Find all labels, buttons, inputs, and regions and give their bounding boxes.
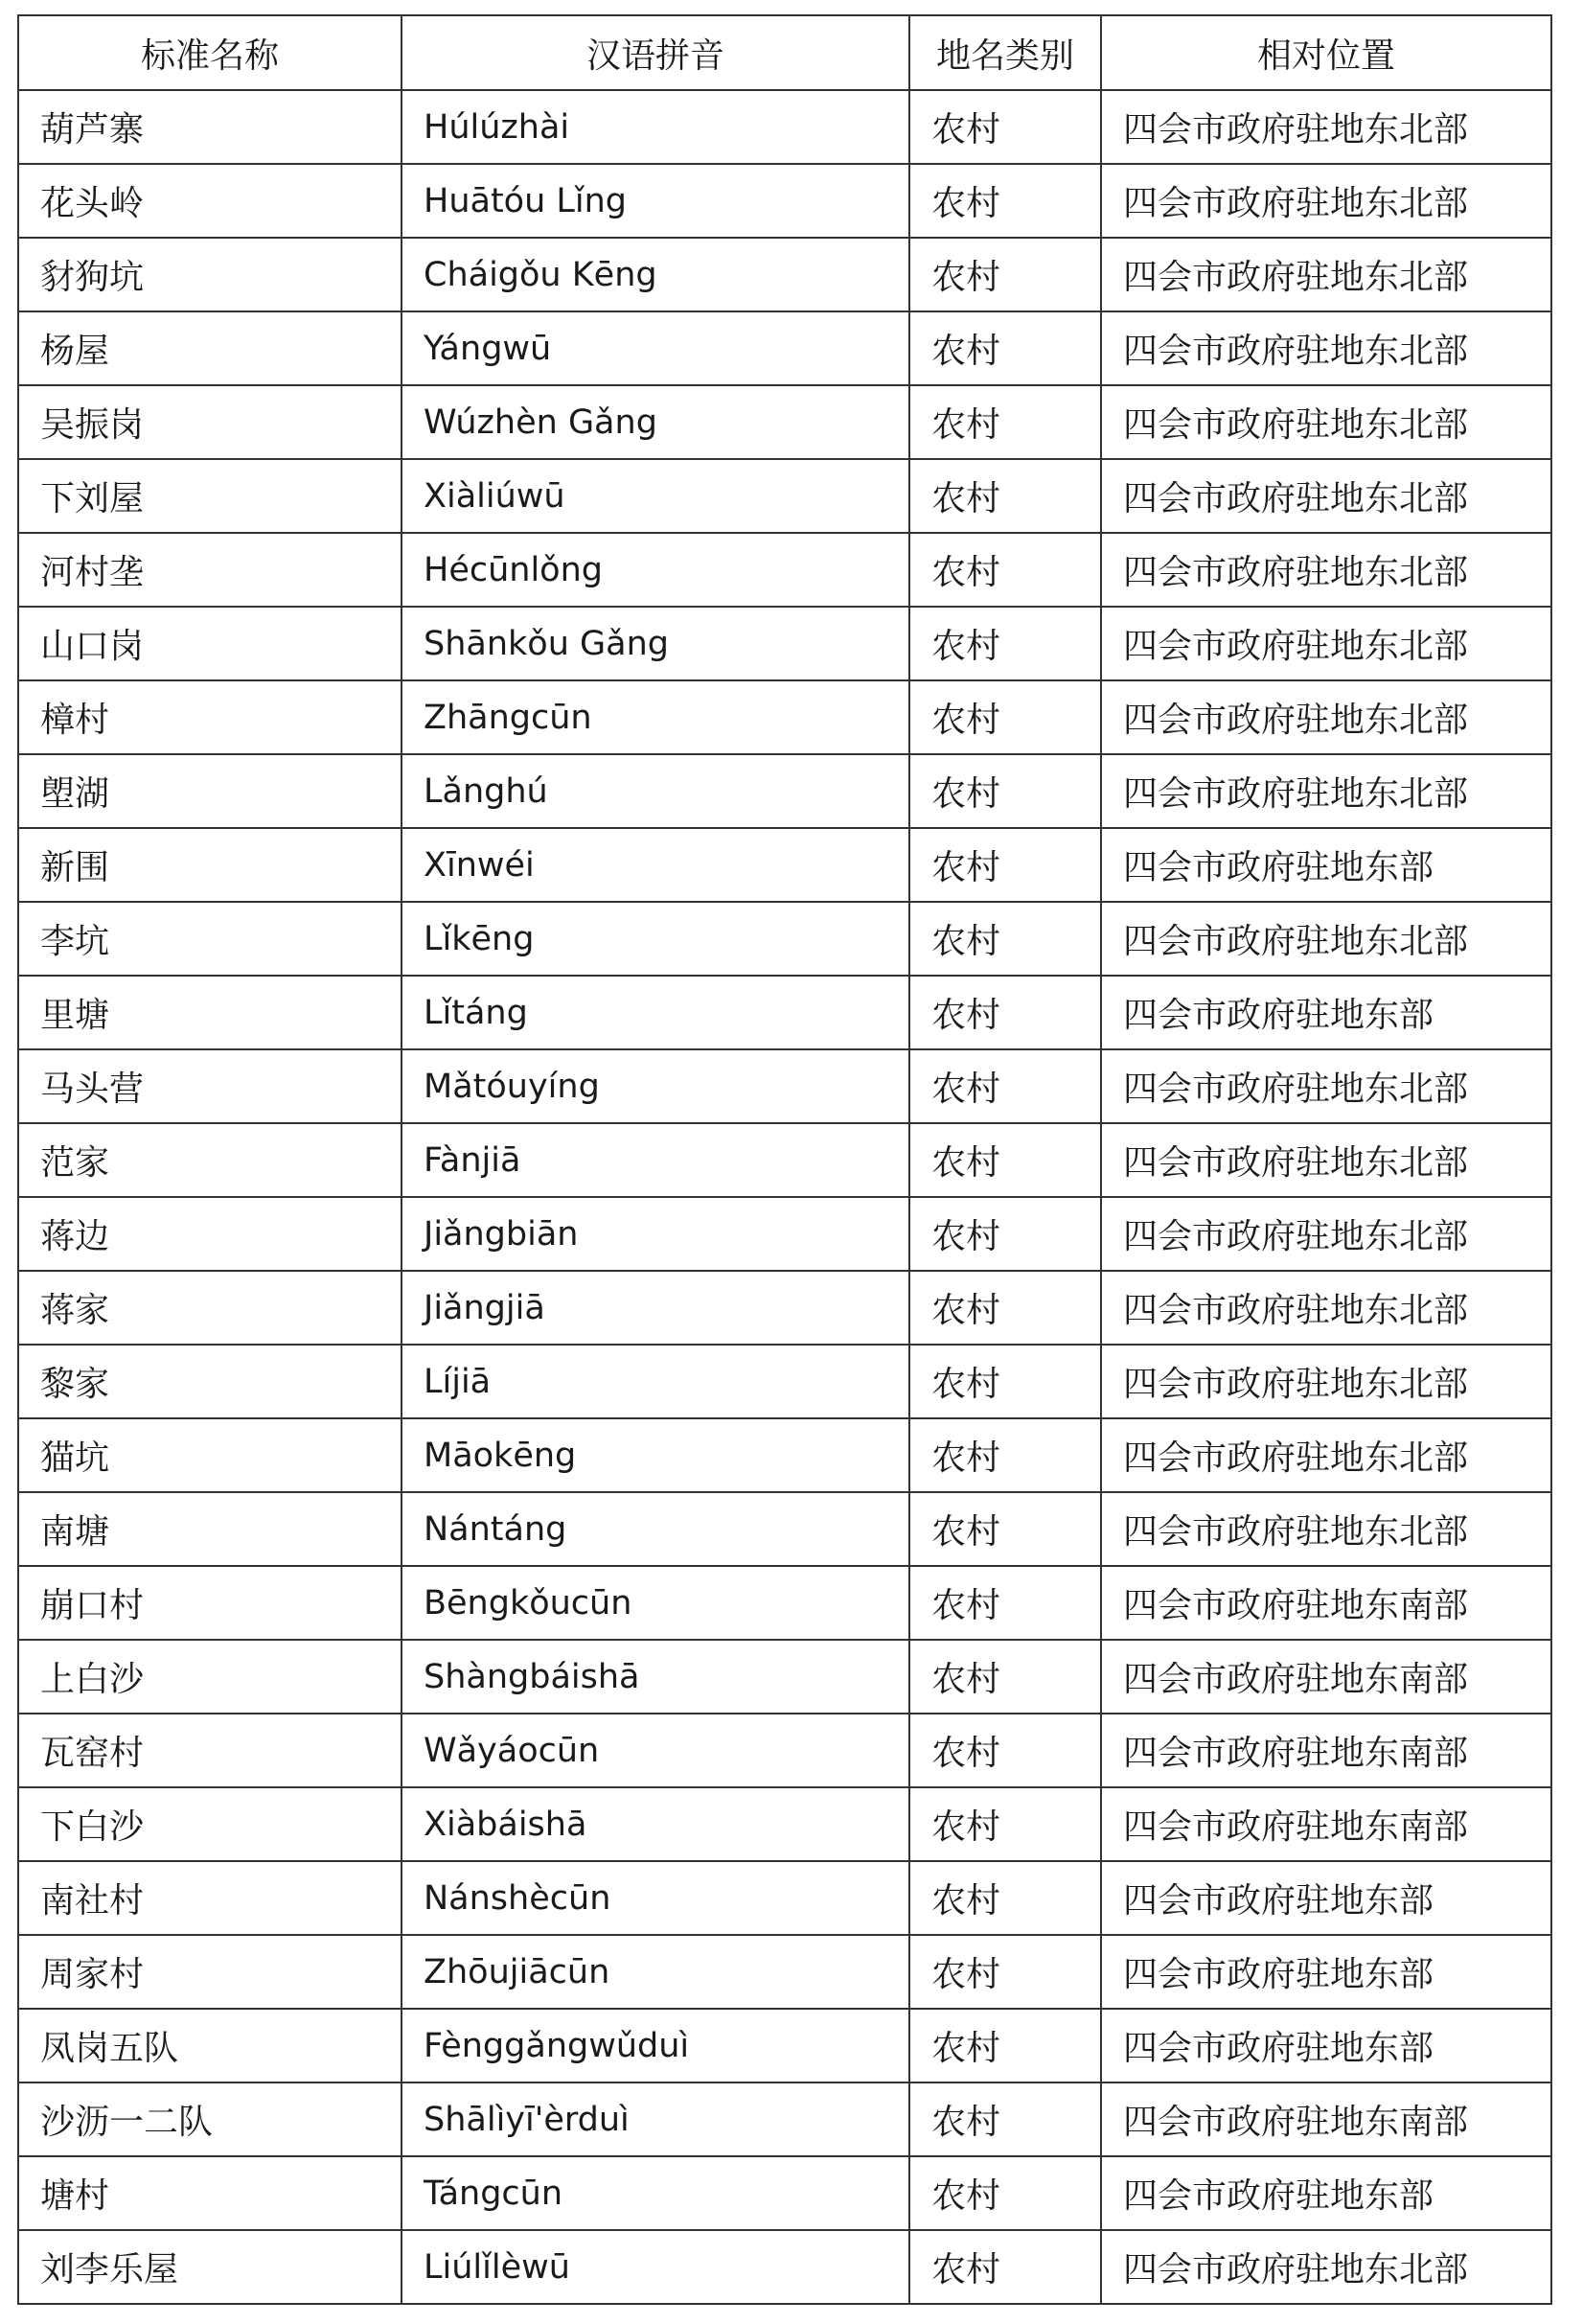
table-row [18, 533, 1551, 607]
cell-standard-name: 黎家 [18, 1345, 401, 1418]
cell-category: 农村 [909, 1271, 1101, 1345]
cell-standard-name: 凤岗五队 [18, 2009, 401, 2082]
cell-relative-location: 四会市政府驻地东南部 [1101, 1714, 1551, 1787]
table-row [18, 680, 1551, 754]
cell-pinyin: Māokēng [401, 1418, 909, 1492]
cell-relative-location: 四会市政府驻地东北部 [1101, 1345, 1551, 1418]
cell-category: 农村 [909, 1492, 1101, 1566]
header-pinyin: 汉语拼音 [401, 15, 909, 90]
cell-category: 农村 [909, 976, 1101, 1049]
cell-standard-name: 吴振岗 [18, 385, 401, 459]
table-row [18, 1787, 1551, 1861]
cell-standard-name: 瓦窑村 [18, 1714, 401, 1787]
table-body [18, 90, 1551, 2304]
cell-category: 农村 [909, 1714, 1101, 1787]
cell-category: 农村 [909, 1787, 1101, 1861]
cell-category: 农村 [909, 828, 1101, 902]
cell-pinyin: Líjiā [401, 1345, 909, 1418]
cell-relative-location: 四会市政府驻地东北部 [1101, 90, 1551, 164]
cell-relative-location: 四会市政府驻地东南部 [1101, 1566, 1551, 1640]
cell-pinyin: Zhōujiācūn [401, 1935, 909, 2009]
cell-pinyin: Lǐtáng [401, 976, 909, 1049]
header-relative-location: 相对位置 [1101, 15, 1551, 90]
cell-standard-name: 葫芦寨 [18, 90, 401, 164]
table-row [18, 2230, 1551, 2304]
table-row [18, 164, 1551, 238]
table-row [18, 2156, 1551, 2230]
cell-category: 农村 [909, 1935, 1101, 2009]
cell-relative-location: 四会市政府驻地东部 [1101, 828, 1551, 902]
cell-standard-name: 崩口村 [18, 1566, 401, 1640]
table-row [18, 311, 1551, 385]
cell-relative-location: 四会市政府驻地东部 [1101, 2009, 1551, 2082]
cell-relative-location: 四会市政府驻地东部 [1101, 2156, 1551, 2230]
cell-standard-name: 山口岗 [18, 607, 401, 680]
cell-relative-location: 四会市政府驻地东北部 [1101, 1271, 1551, 1345]
cell-relative-location: 四会市政府驻地东部 [1101, 976, 1551, 1049]
cell-category: 农村 [909, 238, 1101, 311]
cell-relative-location: 四会市政府驻地东南部 [1101, 1640, 1551, 1714]
cell-pinyin: Nántáng [401, 1492, 909, 1566]
cell-pinyin: Hécūnlǒng [401, 533, 909, 607]
cell-category: 农村 [909, 902, 1101, 976]
cell-pinyin: Xiàliúwū [401, 459, 909, 533]
cell-pinyin: Shàngbáishā [401, 1640, 909, 1714]
table-row [18, 1271, 1551, 1345]
cell-pinyin: Yángwū [401, 311, 909, 385]
table-row [18, 90, 1551, 164]
cell-relative-location: 四会市政府驻地东北部 [1101, 2230, 1551, 2304]
cell-standard-name: 河村垄 [18, 533, 401, 607]
cell-relative-location: 四会市政府驻地东部 [1101, 1935, 1551, 2009]
cell-category: 农村 [909, 1123, 1101, 1197]
cell-pinyin: Lǐkēng [401, 902, 909, 976]
cell-category: 农村 [909, 1049, 1101, 1123]
table-row [18, 1418, 1551, 1492]
cell-pinyin: Fànjiā [401, 1123, 909, 1197]
cell-relative-location: 四会市政府驻地东北部 [1101, 1197, 1551, 1271]
table-row [18, 754, 1551, 828]
cell-relative-location: 四会市政府驻地东北部 [1101, 1123, 1551, 1197]
cell-standard-name: 范家 [18, 1123, 401, 1197]
cell-pinyin: Shālìyī'èrduì [401, 2082, 909, 2156]
table-row [18, 902, 1551, 976]
cell-standard-name: 杨屋 [18, 311, 401, 385]
cell-category: 农村 [909, 164, 1101, 238]
cell-standard-name: 南塘 [18, 1492, 401, 1566]
cell-pinyin: Huātóu Lǐng [401, 164, 909, 238]
cell-category: 农村 [909, 1861, 1101, 1935]
cell-standard-name: 刘李乐屋 [18, 2230, 401, 2304]
cell-standard-name: 塘村 [18, 2156, 401, 2230]
cell-relative-location: 四会市政府驻地东北部 [1101, 607, 1551, 680]
header-category: 地名类别 [909, 15, 1101, 90]
cell-standard-name: 下白沙 [18, 1787, 401, 1861]
cell-standard-name: 南社村 [18, 1861, 401, 1935]
cell-standard-name: 蒋家 [18, 1271, 401, 1345]
cell-pinyin: Shānkǒu Gǎng [401, 607, 909, 680]
table-row [18, 1345, 1551, 1418]
cell-standard-name: 新围 [18, 828, 401, 902]
cell-pinyin: Cháigǒu Kēng [401, 238, 909, 311]
cell-relative-location: 四会市政府驻地东北部 [1101, 680, 1551, 754]
cell-category: 农村 [909, 1640, 1101, 1714]
cell-standard-name: 塱湖 [18, 754, 401, 828]
cell-standard-name: 沙沥一二队 [18, 2082, 401, 2156]
cell-standard-name: 下刘屋 [18, 459, 401, 533]
cell-relative-location: 四会市政府驻地东北部 [1101, 238, 1551, 311]
table-row [18, 2082, 1551, 2156]
cell-standard-name: 上白沙 [18, 1640, 401, 1714]
cell-pinyin: Xīnwéi [401, 828, 909, 902]
table-row [18, 1861, 1551, 1935]
cell-relative-location: 四会市政府驻地东北部 [1101, 164, 1551, 238]
cell-category: 农村 [909, 754, 1101, 828]
cell-category: 农村 [909, 311, 1101, 385]
cell-standard-name: 里塘 [18, 976, 401, 1049]
cell-category: 农村 [909, 90, 1101, 164]
cell-pinyin: Mǎtóuyíng [401, 1049, 909, 1123]
cell-category: 农村 [909, 1566, 1101, 1640]
cell-pinyin: Xiàbáishā [401, 1787, 909, 1861]
table-row [18, 976, 1551, 1049]
table-row [18, 828, 1551, 902]
cell-category: 农村 [909, 2082, 1101, 2156]
cell-relative-location: 四会市政府驻地东北部 [1101, 902, 1551, 976]
cell-category: 农村 [909, 680, 1101, 754]
cell-relative-location: 四会市政府驻地东北部 [1101, 1049, 1551, 1123]
cell-relative-location: 四会市政府驻地东北部 [1101, 1418, 1551, 1492]
cell-category: 农村 [909, 459, 1101, 533]
cell-relative-location: 四会市政府驻地东北部 [1101, 385, 1551, 459]
table-row [18, 1049, 1551, 1123]
cell-relative-location: 四会市政府驻地东北部 [1101, 754, 1551, 828]
table-header [18, 15, 1551, 90]
cell-pinyin: Liúlǐlèwū [401, 2230, 909, 2304]
table-row [18, 1640, 1551, 1714]
table-row [18, 1566, 1551, 1640]
cell-pinyin: Bēngkǒucūn [401, 1566, 909, 1640]
cell-category: 农村 [909, 1418, 1101, 1492]
table-row [18, 1935, 1551, 2009]
cell-category: 农村 [909, 2156, 1101, 2230]
cell-standard-name: 周家村 [18, 1935, 401, 2009]
cell-standard-name: 蒋边 [18, 1197, 401, 1271]
cell-category: 农村 [909, 2230, 1101, 2304]
cell-pinyin: Nánshècūn [401, 1861, 909, 1935]
cell-pinyin: Wǎyáocūn [401, 1714, 909, 1787]
cell-category: 农村 [909, 607, 1101, 680]
table-row [18, 2009, 1551, 2082]
cell-pinyin: Húlúzhài [401, 90, 909, 164]
cell-category: 农村 [909, 1197, 1101, 1271]
table-row [18, 607, 1551, 680]
table-row [18, 1123, 1551, 1197]
table-row [18, 1714, 1551, 1787]
cell-pinyin: Zhāngcūn [401, 680, 909, 754]
cell-standard-name: 马头营 [18, 1049, 401, 1123]
cell-relative-location: 四会市政府驻地东北部 [1101, 1492, 1551, 1566]
table-row [18, 385, 1551, 459]
cell-relative-location: 四会市政府驻地东北部 [1101, 459, 1551, 533]
document-page [17, 14, 1550, 2305]
table-row [18, 238, 1551, 311]
header-row [18, 15, 1551, 90]
cell-category: 农村 [909, 1345, 1101, 1418]
cell-category: 农村 [909, 2009, 1101, 2082]
cell-relative-location: 四会市政府驻地东南部 [1101, 1787, 1551, 1861]
cell-pinyin: Fènggǎngwǔduì [401, 2009, 909, 2082]
cell-standard-name: 李坑 [18, 902, 401, 976]
cell-pinyin: Jiǎngbiān [401, 1197, 909, 1271]
cell-standard-name: 猫坑 [18, 1418, 401, 1492]
cell-pinyin: Wúzhèn Gǎng [401, 385, 909, 459]
cell-pinyin: Lǎnghú [401, 754, 909, 828]
cell-pinyin: Tángcūn [401, 2156, 909, 2230]
cell-standard-name: 豺狗坑 [18, 238, 401, 311]
cell-category: 农村 [909, 385, 1101, 459]
cell-category: 农村 [909, 533, 1101, 607]
cell-relative-location: 四会市政府驻地东部 [1101, 1861, 1551, 1935]
cell-relative-location: 四会市政府驻地东北部 [1101, 533, 1551, 607]
table-row [18, 1492, 1551, 1566]
header-standard-name: 标准名称 [18, 15, 401, 90]
table-row [18, 1197, 1551, 1271]
table-row [18, 459, 1551, 533]
cell-standard-name: 花头岭 [18, 164, 401, 238]
place-name-table [17, 14, 1552, 2305]
cell-relative-location: 四会市政府驻地东南部 [1101, 2082, 1551, 2156]
cell-standard-name: 樟村 [18, 680, 401, 754]
cell-pinyin: Jiǎngjiā [401, 1271, 909, 1345]
cell-relative-location: 四会市政府驻地东北部 [1101, 311, 1551, 385]
